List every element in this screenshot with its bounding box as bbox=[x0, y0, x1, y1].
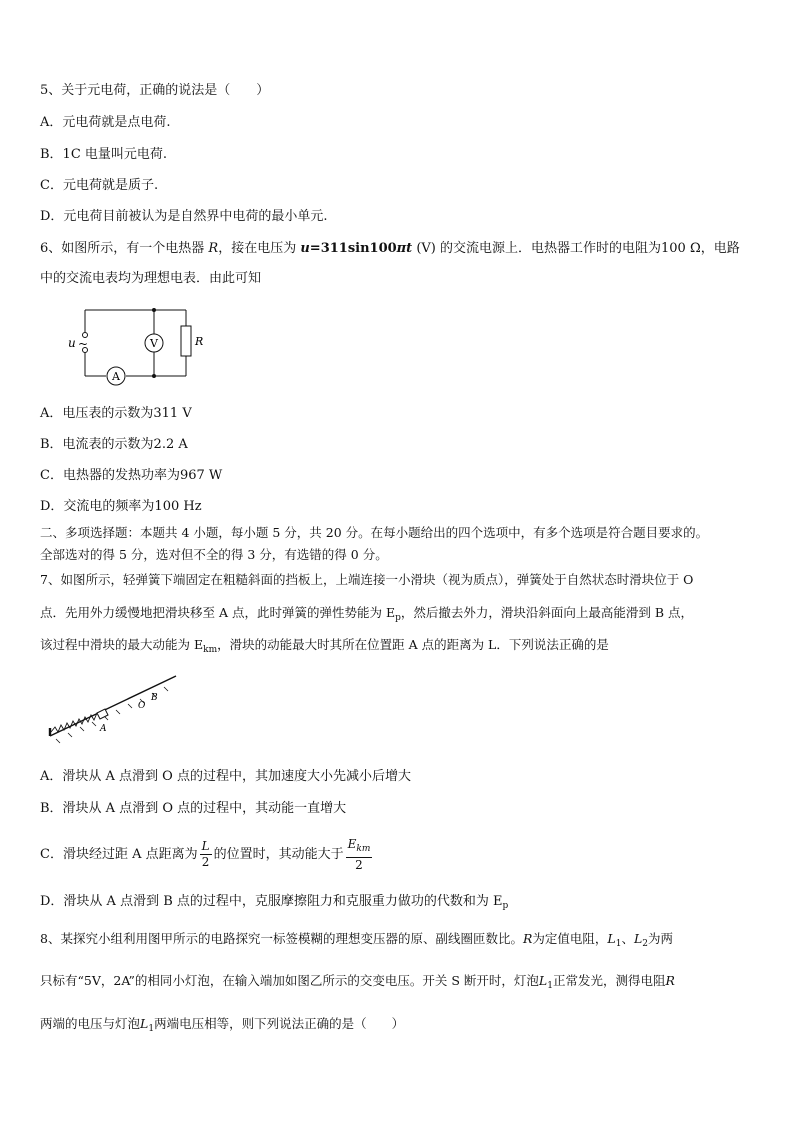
q8-stem-line3: 两端的电压与灯泡$L_1$两端电压相等，则下列说法正确的是（ ） bbox=[40, 1016, 405, 1034]
q7-incline-figure bbox=[46, 672, 182, 752]
q8-stem-line1: 8、某探究小组利用图甲所示的电路探究一标签模糊的理想变压器的原、副线圈匝数比。R为定值电阻，$L_1$、$L_2$为两 bbox=[40, 931, 674, 949]
point-label-b: B bbox=[151, 693, 158, 703]
q7-stem-line2: 点．先用外力缓慢地把滑块移至 A 点，此时弹簧的弹性势能为 $E_p$，然后撤去外力，滑块沿斜面向上最高能滑到 B 点， bbox=[40, 605, 693, 623]
q7-stem-line3: 该过程中滑块的最大动能为 $E_{km}$，滑块的动能最大时其所在位置距 A 点的距离为 L．下列说法正确的是 bbox=[40, 637, 609, 655]
q6-option-c: C．电热器的发热功率为967 W bbox=[40, 468, 223, 483]
q7-option-d: D．滑块从 A 点滑到 B 点的过程中，克服摩擦阻力和克服重力做功的代数和为 $E_p$ bbox=[40, 894, 509, 911]
q5-option-c: C．元电荷就是质子. bbox=[40, 178, 159, 193]
resistor-symbol bbox=[181, 326, 191, 356]
section2-line1: 二、多项选择题：本题共 4 小题，每小题 5 分，共 20 分。在每小题给出的四个选项中，有多个选项是符合题目要求的。 bbox=[40, 525, 709, 540]
section2-line2: 全部选对的得 5 分，选对但不全的得 3 分，有选错的得 0 分。 bbox=[40, 547, 388, 562]
q6-circuit-diagram bbox=[62, 300, 212, 390]
q7-stem-line1: 7、如图所示，轻弹簧下端固定在粗糙斜面的挡板上，上端连接一小滑块（视为质点），弹簧处于自然状态时滑块位于 O bbox=[40, 572, 694, 587]
resistor-label: R bbox=[195, 335, 204, 348]
source-tilde-symbol: ~ bbox=[78, 337, 89, 351]
point-label-a: A bbox=[100, 724, 107, 734]
q7-option-c: C．滑块经过距 A 点距离为 $\frac{L}{2}$ 的位置时，其动能大于 $\frac{E_{km}}{2}$ bbox=[40, 836, 371, 872]
q6-option-a: A．电压表的示数为311 V bbox=[40, 406, 192, 421]
fraction-ekm-over-2: $\frac{E_{km}}{2}$ bbox=[347, 836, 371, 872]
ammeter-label: A bbox=[112, 370, 120, 383]
fraction-l-over-2: $\frac{L}{2}$ bbox=[201, 839, 210, 869]
junction-node-top bbox=[152, 308, 156, 312]
q7-option-a: A．滑块从 A 点滑到 O 点的过程中，其加速度大小先减小后增大 bbox=[40, 769, 411, 784]
q6-stem-line1: 6、如图所示，有一个电热器 R，接在电压为 u=311sin100πt (V) 的交流电源上．电热器工作时的电阻为100 Ω，电路 bbox=[40, 241, 740, 256]
q7-option-b: B．滑块从 A 点滑到 O 点的过程中，其动能一直增大 bbox=[40, 801, 347, 816]
q5-option-a: A．元电荷就是点电荷. bbox=[40, 115, 171, 130]
q5-stem: 5、关于元电荷，正确的说法是（ ） bbox=[40, 83, 270, 98]
q6-option-d: D．交流电的频率为100 Hz bbox=[40, 499, 202, 514]
junction-node-bottom bbox=[152, 374, 156, 378]
q8-stem-line2: 只标有“5V，2A”的相同小灯泡，在输入端加如图乙所示的交变电压。开关 S 断开时，灯泡$L_1$正常发光，测得电阻R bbox=[40, 973, 675, 991]
slider-block bbox=[97, 709, 108, 719]
q5-option-b: B．1C 电量叫元电荷. bbox=[40, 147, 168, 162]
spring-symbol bbox=[51, 713, 97, 732]
source-label-u: u bbox=[68, 336, 76, 350]
point-label-o: O bbox=[138, 701, 146, 711]
voltmeter-label: V bbox=[150, 337, 158, 350]
q5-option-d: D．元电荷目前被认为是自然界中电荷的最小单元. bbox=[40, 209, 328, 224]
q6-option-b: B．电流表的示数为2.2 A bbox=[40, 437, 188, 452]
q6-stem-line2: 中的交流电表均为理想电表．由此可知 bbox=[40, 271, 262, 286]
